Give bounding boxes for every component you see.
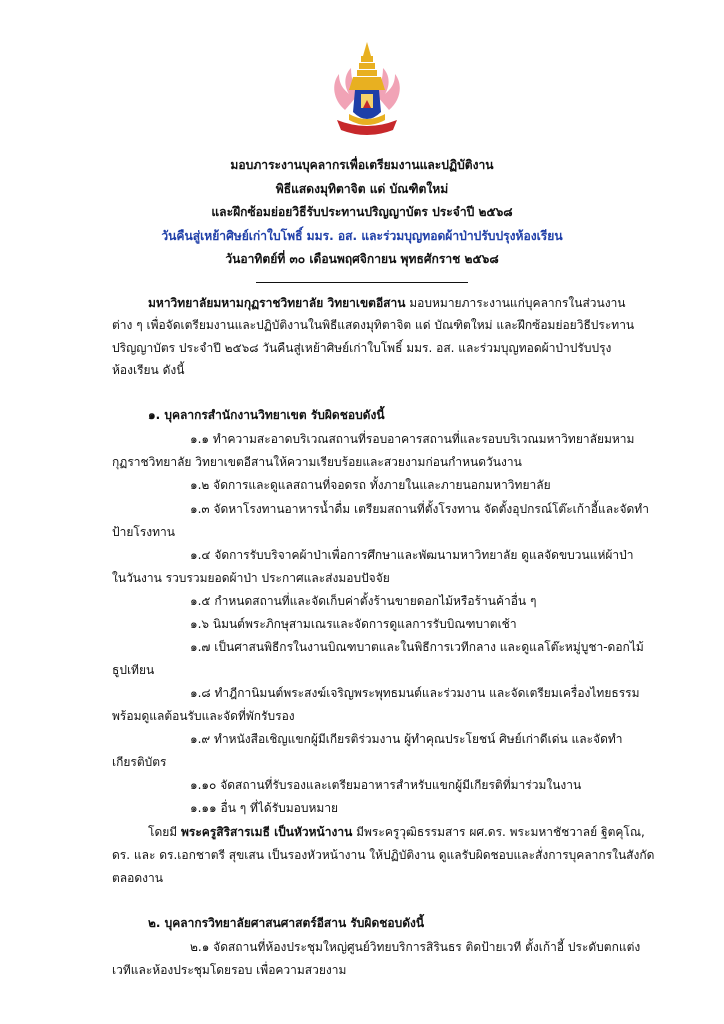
intro-line-3: ปริญญาบัตร ประจำปี ๒๕๖๘ วันคืนสู่เหย้าศิษย์เก่าใบโพธิ์ มมร. อส. และร่วมบุญทอดผ้าป่าปรับปรุง xyxy=(112,341,612,355)
supervisor-line-2: ดร. และ ดร.เอกชาตรี สุขเสน เป็นรองหัวหน้างาน ให้ปฏิบัติงาน ดูแลรับผิดชอบและสั่งการบุคลากรในสังกัด xyxy=(112,848,655,862)
supervisor-head: พระครูสิริสารเมธี เป็นหัวหน้างาน xyxy=(181,825,353,839)
supervisor-deputies: มีพระครูวุฒิธรรมสาร ผศ.ดร. พระมหาชัชวาลย์ ฐิตคุโณ, xyxy=(352,825,645,839)
item-2-1-line-1: ๒.๑ จัดสถานที่ห้องประชุมใหญ่ศูนย์วิทยบริการสิรินธร ติดป้ายเวที ตั้งเก้าอี้ ประดับตกแต่ง xyxy=(190,940,641,954)
item-1-10: ๑.๑๐ จัดสถานที่รับรองและเตรียมอาหารสำหรับแขกผู้มีเกียรติที่มาร่วมในงาน xyxy=(190,778,582,792)
item-1-4-line-1: ๑.๔ จัดการรับบริจาคผ้าป่าเพื่อการศึกษาและพัฒนามหาวิทยาลัย ดูแลจัดขบวนแห่ผ้าป่า xyxy=(190,548,634,562)
title-line-1: มอบภาระงานบุคลากรเพื่อเตรียมงานและปฏิบัติงาน xyxy=(230,157,494,172)
item-1-8-line-1: ๑.๘ ทำฎีกานิมนต์พระสงฆ์เจริญพระพุทธมนต์และร่วมงาน และจัดเตรียมเครื่องไทยธรรม xyxy=(190,686,640,700)
item-1-4-line-2: ในวันงาน รวบรวมยอดผ้าป่า ประกาศและส่งมอบปัจจัย xyxy=(112,571,390,585)
item-1-7-line-1: ๑.๗ เป็นศาสนพิธีกรในงานบิณฑบาตและในพิธีการเวทีกลาง และดูแลโต๊ะหมู่บูชา-ดอกไม้ xyxy=(190,640,644,654)
item-1-2: ๑.๒ จัดการและดูแลสถานที่จอดรถ ทั้งภายในและภายนอกมหาวิทยาลัย xyxy=(190,478,551,492)
title-divider xyxy=(256,282,468,283)
crown-spire xyxy=(363,42,371,56)
item-1-11: ๑.๑๑ อื่น ๆ ที่ได้รับมอบหมาย xyxy=(190,801,339,815)
item-1-5: ๑.๕ กำหนดสถานที่และจัดเก็บค่าตั้งร้านขายดอกไม้หรือร้านค้าอื่น ๆ xyxy=(190,594,537,608)
item-1-1-line-1: ๑.๑ ทำความสะอาดบริเวณสถานที่รอบอาคารสถานที่และรอบบริเวณมหาวิทยาลัยมหาม xyxy=(190,432,635,446)
title-line-3: และฝึกซ้อมย่อยวิธีรับประทานปริญญาบัตร ประจำปี ๒๕๖๘ xyxy=(211,204,513,219)
item-2-1-line-2: เวทีและห้องประชุมโดยรอบ เพื่อความสวยงาม xyxy=(112,963,347,977)
supervisor-line-1 xyxy=(148,823,645,841)
item-1-1-line-2: กุฏราชวิทยาลัย วิทยาเขตอีสานให้ความเรียบร้อยและสวยงามก่อนกำหนดวันงาน xyxy=(112,455,522,469)
intro-org-name: มหาวิทยาลัยมหามกุฏราชวิทยาลัย วิทยาเขตอีสาน xyxy=(148,296,406,310)
section-2-heading: ๒. บุคลากรวิทยาลัยศาสนศาสตร์อีสาน รับผิดชอบดังนี้ xyxy=(148,916,425,930)
title-line-4: วันคืนสู่เหย้าศิษย์เก่าใบโพธิ์ มมร. อส. และร่วมบุญทอดผ้าป่าปรับปรุงห้องเรียน xyxy=(161,227,563,243)
intro-line-4: ห้องเรียน ดังนี้ xyxy=(112,363,185,377)
supervisor-line-3: ตลอดงาน xyxy=(112,871,163,885)
intro-line-1-text: มอบหมายภาระงานแก่บุคลากรในส่วนงาน xyxy=(405,296,626,310)
title-line-2: พิธีแสดงมุทิตาจิต แด่ บัณฑิตใหม่ xyxy=(275,180,449,196)
supervisor-prefix: โดยมี xyxy=(148,825,181,839)
item-1-9-line-1: ๑.๙ ทำหนังสือเชิญแขกผู้มีเกียรติร่วมงาน ผู้ทำคุณประโยชน์ ศิษย์เก่าดีเด่น และจัดทำ xyxy=(190,732,623,746)
title-line-5: วันอาทิตย์ที่ ๓๐ เดือนพฤศจิกายน พุทธศักราช ๒๕๖๘ xyxy=(225,251,499,266)
item-1-3-line-2: ป้ายโรงทาน xyxy=(112,525,175,539)
item-1-6: ๑.๖ นิมนต์พระภิกษุสามเณรและจัดการดูแลการรับบิณฑบาตเช้า xyxy=(190,617,517,631)
item-1-7-line-2: ธูปเทียน xyxy=(112,663,155,677)
university-emblem-logo xyxy=(327,40,407,140)
section-1-heading: ๑. บุคลากรสำนักงานวิทยาเขต รับผิดชอบดังนี้ xyxy=(148,408,385,422)
document-title-block xyxy=(0,153,724,271)
intro-line-2: ต่าง ๆ เพื่อจัดเตรียมงานและปฏิบัติงานในพิธีแสดงมุทิตาจิต แด่ บัณฑิตใหม่ และฝึกซ้อมย่อยวิธีประทาน xyxy=(112,318,635,332)
item-1-8-line-2: พร้อมดูแลต้อนรับและจัดที่พักรับรอง xyxy=(112,709,295,723)
intro-line-1 xyxy=(148,294,626,312)
item-1-3-line-1: ๑.๓ จัดหาโรงทานอาหารน้ำดื่ม เตรียมสถานที่ตั้งโรงทาน จัดตั้งอุปกรณ์โต๊ะเก้าอี้และจัดทำ xyxy=(190,502,649,516)
item-1-9-line-2: เกียรติบัตร xyxy=(112,755,167,769)
